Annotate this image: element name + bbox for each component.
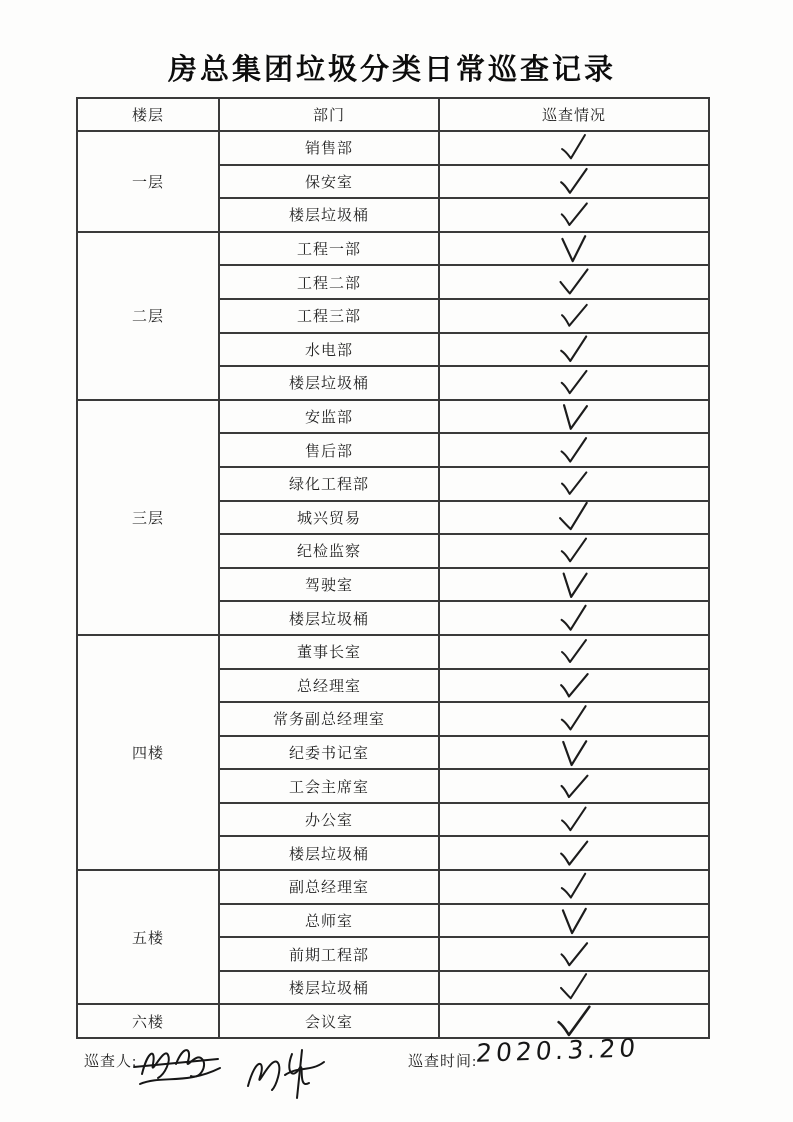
inspection-status-cell xyxy=(439,366,709,400)
inspection-status-cell xyxy=(439,769,709,803)
inspection-status-cell xyxy=(439,467,709,501)
inspection-status-cell xyxy=(439,232,709,266)
department-cell: 水电部 xyxy=(219,333,439,367)
checkmark-icon xyxy=(555,837,592,869)
inspection-status-cell xyxy=(439,937,709,971)
table-header-row xyxy=(77,98,709,131)
department-cell: 前期工程部 xyxy=(219,937,439,971)
department-cell: 驾驶室 xyxy=(219,568,439,602)
table-row xyxy=(77,870,709,904)
checkmark-icon xyxy=(555,736,593,768)
checkmark-icon xyxy=(556,132,592,164)
department-cell: 安监部 xyxy=(219,400,439,434)
inspection-status-cell xyxy=(439,904,709,938)
department-cell: 售后部 xyxy=(219,433,439,467)
inspection-status-cell xyxy=(439,601,709,635)
table-header xyxy=(77,98,709,131)
floor-cell: 二层 xyxy=(77,232,219,400)
header-inspection-status: 巡查情况 xyxy=(439,98,709,131)
department-cell: 总师室 xyxy=(219,904,439,938)
checkmark-icon xyxy=(554,232,593,266)
department-cell: 工程二部 xyxy=(219,265,439,299)
checkmark-icon xyxy=(555,333,593,366)
inspection-status-cell xyxy=(439,1004,709,1038)
department-cell: 办公室 xyxy=(219,803,439,837)
page-title: 房总集团垃圾分类日常巡查记录 xyxy=(167,54,616,86)
department-cell: 城兴贸易 xyxy=(219,501,439,535)
checkmark-icon xyxy=(556,199,592,230)
department-cell: 绿化工程部 xyxy=(219,467,439,501)
checkmark-icon xyxy=(557,805,592,835)
checkmark-icon xyxy=(556,972,592,1003)
inspection-table xyxy=(76,97,710,1039)
inspection-status-cell xyxy=(439,568,709,602)
inspector-signature-icon xyxy=(238,1044,336,1106)
checkmark-icon xyxy=(556,434,592,465)
floor-cell: 六楼 xyxy=(77,1004,219,1038)
inspection-time-label: 巡查时间: xyxy=(408,1054,478,1070)
inspection-status-cell xyxy=(439,669,709,703)
inspection-status-cell xyxy=(439,433,709,467)
table-body xyxy=(77,131,709,1038)
inspector-signature-icon xyxy=(128,1038,232,1096)
table-row xyxy=(77,232,709,266)
department-cell: 副总经理室 xyxy=(219,870,439,904)
inspection-status-cell xyxy=(439,400,709,434)
checkmark-icon xyxy=(555,602,592,635)
checkmark-icon xyxy=(556,166,593,198)
checkmark-icon xyxy=(556,368,591,398)
department-cell: 会议室 xyxy=(219,1004,439,1038)
department-cell: 保安室 xyxy=(219,165,439,199)
department-cell: 工程三部 xyxy=(219,299,439,333)
department-cell: 工程一部 xyxy=(219,232,439,266)
inspection-status-cell xyxy=(439,198,709,232)
checkmark-icon xyxy=(556,267,591,297)
department-cell: 销售部 xyxy=(219,131,439,165)
table-row xyxy=(77,131,709,165)
department-cell: 楼层垃圾桶 xyxy=(219,836,439,870)
inspection-status-cell xyxy=(439,971,709,1005)
checkmark-icon xyxy=(556,536,591,566)
checkmark-icon xyxy=(554,399,594,434)
inspection-status-cell xyxy=(439,836,709,870)
inspection-status-cell xyxy=(439,265,709,299)
checkmark-icon xyxy=(556,938,593,970)
inspection-status-cell xyxy=(439,131,709,165)
inspection-status-cell xyxy=(439,165,709,199)
inspection-status-cell xyxy=(439,534,709,568)
checkmark-icon xyxy=(555,500,594,534)
inspection-status-cell xyxy=(439,803,709,837)
inspection-status-cell xyxy=(439,870,709,904)
checkmark-icon xyxy=(555,871,592,903)
inspector-label: 巡查人: xyxy=(84,1054,138,1070)
floor-cell: 四楼 xyxy=(77,635,219,870)
checkmark-icon xyxy=(557,637,591,666)
department-cell: 楼层垃圾桶 xyxy=(219,971,439,1005)
inspection-status-cell xyxy=(439,333,709,367)
department-cell: 楼层垃圾桶 xyxy=(219,601,439,635)
department-cell: 总经理室 xyxy=(219,669,439,703)
department-cell: 纪检监察 xyxy=(219,534,439,568)
table-row xyxy=(77,400,709,434)
inspection-status-cell xyxy=(439,501,709,535)
inspection-status-cell xyxy=(439,635,709,669)
header-department: 部门 xyxy=(219,98,439,131)
inspection-date-handwritten: 2020.3.20 xyxy=(474,1033,641,1068)
checkmark-icon xyxy=(555,770,593,803)
department-cell: 楼层垃圾桶 xyxy=(219,198,439,232)
checkmark-icon xyxy=(555,568,594,602)
department-cell: 常务副总经理室 xyxy=(219,702,439,736)
header-floor: 楼层 xyxy=(77,98,219,131)
checkmark-icon xyxy=(557,469,592,499)
department-cell: 纪委书记室 xyxy=(219,736,439,770)
checkmark-icon xyxy=(555,904,593,936)
floor-cell: 三层 xyxy=(77,400,219,635)
floor-cell: 五楼 xyxy=(77,870,219,1004)
department-cell: 楼层垃圾桶 xyxy=(219,366,439,400)
inspection-status-cell xyxy=(439,736,709,770)
checkmark-icon xyxy=(556,300,592,331)
floor-cell: 一层 xyxy=(77,131,219,232)
department-cell: 董事长室 xyxy=(219,635,439,669)
checkmark-icon xyxy=(556,703,592,734)
inspection-status-cell xyxy=(439,299,709,333)
department-cell: 工会主席室 xyxy=(219,769,439,803)
footer xyxy=(76,1033,736,1122)
inspection-status-cell xyxy=(439,702,709,736)
table-row xyxy=(77,635,709,669)
checkmark-icon xyxy=(555,669,593,702)
